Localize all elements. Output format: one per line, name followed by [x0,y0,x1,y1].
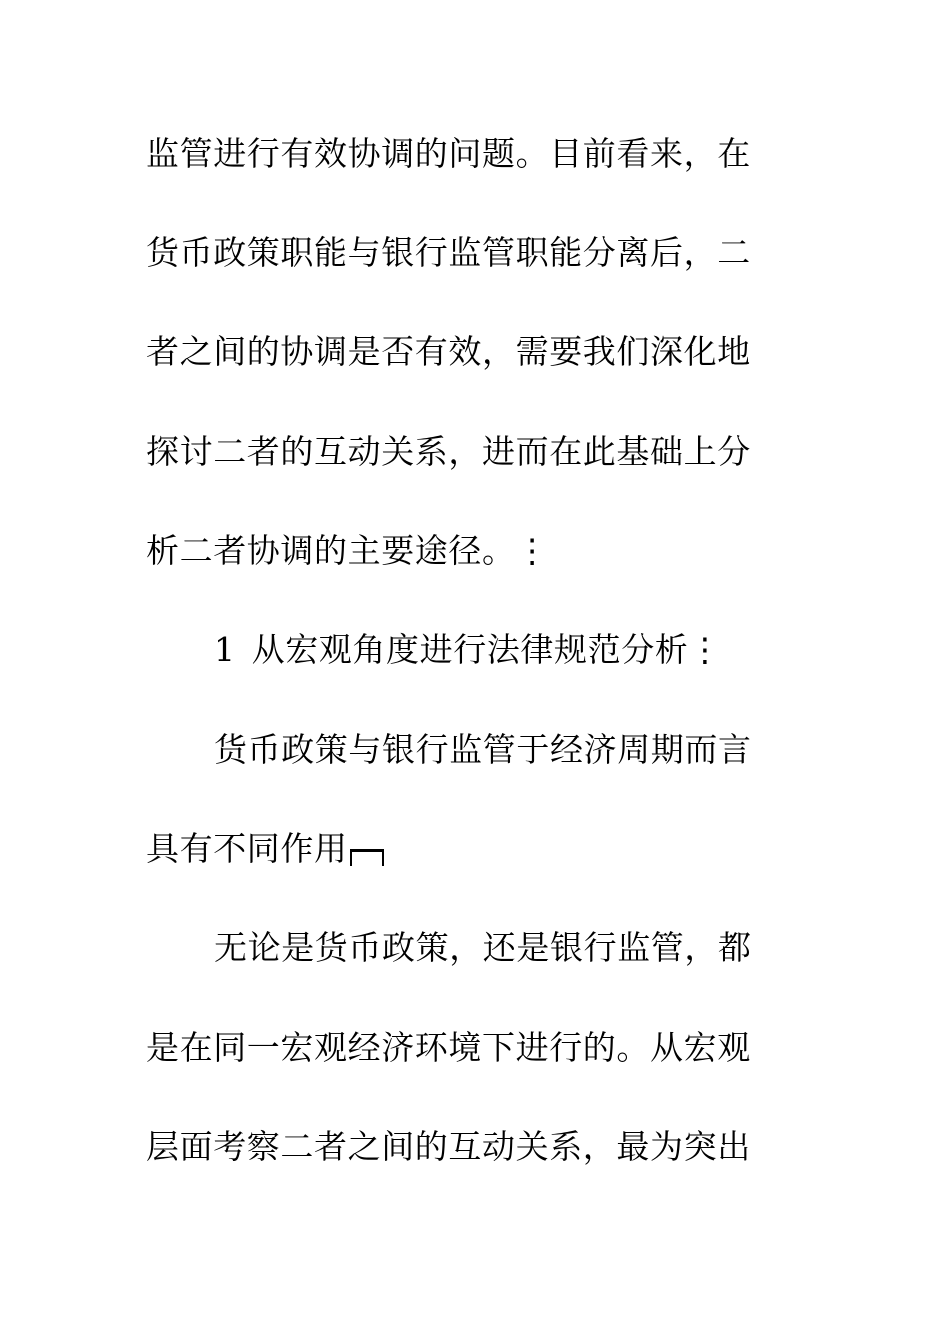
section-heading [214,630,722,670]
section-number: 1 [214,630,236,669]
body-line-2: 货币政策职能与银行监管职能分离后，二 [146,233,751,272]
body-line-4: 探讨二者的互动关系，进而在此基础上分 [146,432,751,471]
body-line-5: 析二者协调的主要途径。⋮ [146,531,550,570]
para2-line-1: 货币政策与银行监管于经济周期而言 [214,730,752,769]
body-line-1: 监管进行有效协调的问题。目前看来，在 [146,134,751,173]
para3-line-3: 层面考察二者之间的互动关系，最为突出 [146,1127,751,1166]
body-line-3: 者之间的协调是否有效，需要我们深化地 [146,332,751,371]
para3-line-1: 无论是货币政策，还是银行监管，都 [214,928,752,967]
para3-line-2: 是在同一宏观经济环境下进行的。从宏观 [146,1028,751,1067]
section-title: 从宏观角度进行法律规范分析⋮ [251,630,723,669]
para2-line-2-text: 具有不同作用 [146,829,348,868]
para2-line-2 [146,829,384,869]
bracket-mark-icon [350,849,384,866]
